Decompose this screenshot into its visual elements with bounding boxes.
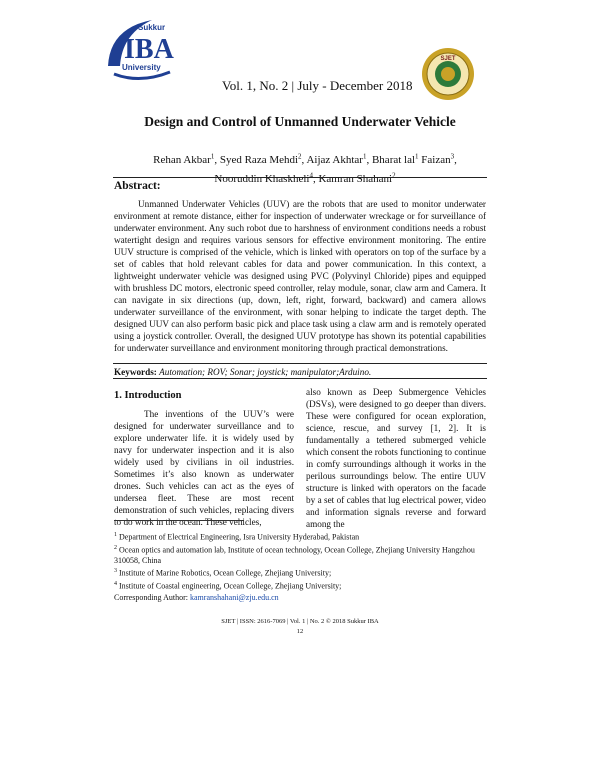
paper-title: Design and Control of Unmanned Underwater Vehicle (144, 114, 456, 129)
keywords-values: Automation; ROV; Sonar; joystick; manipulator;Arduino. (159, 367, 372, 377)
university-logo-graphic (100, 14, 190, 94)
footnotes (114, 530, 494, 603)
university-logo (100, 14, 190, 94)
footer-citation: SJET | ISSN: 2616-7069 | Vol. 1 | No. 2 © 2018 Sukkur IBA (221, 618, 379, 625)
page-footer (0, 617, 600, 637)
keywords (114, 366, 486, 378)
page-number: 12 (296, 628, 304, 635)
author: Aijaz Akhtar$^1$, (306, 152, 372, 166)
intro-paragraph-right: also known as Deep Submergence Vehicles (DSVs), were designed to go deeper than divers. These were configured for ocean exploration, science, rescue, and survey [1, 2]. It is fundamentally a tethered submerged vehicle which consent the robots functioning to continue in comfy surroundings although it works in the perilous surroundings below. The entire UUV structure is linked with operators on the facade by a set of cables that lug electrical power, video and information signals reverse and forward among the (306, 387, 486, 529)
corresponding-email-link[interactable]: kamranshahani@zju.edu.cn (190, 592, 279, 602)
intro-paragraph-left: The inventions of the UUV’s were designed for underwater surveillance and to explore underwater life. it is widely used by navy for underwater inspection and it is also widely used by civilians in oil industries. Sometimes it’s also known as underwater drones. Such vehicles can act as the eyes of undersea fleet. These are most recent demonstration of such vehicles, replacing divers to do work in the ocean. These vehicles, (114, 409, 294, 527)
intro-column-right (306, 386, 486, 530)
logo-text-iba: IBA (124, 34, 174, 65)
divider (113, 378, 487, 379)
footnote: $^3$ Institute of Marine Robotics, Ocean College, Zhejiang University; (114, 568, 332, 578)
abstract-text: Unmanned Underwater Vehicles (UUV) are the robots that are used to monitor underwater environment at remote distance, either for inspection of underwater wreckage or for surveillance of underwater environment. Any such robot due to harshness of environment conditions needs a robust watertight design and requires various sensors for effective environment monitoring. The entire UUV structure is comprised of the vehicle, which is linked with operators on top of the surface by a set of cables that hold relevant cables for data and power communication. In this context, a lightweight underwater vehicle was designed using PVC (Polyvinyl Chloride) pipes and equipped with brushless DC motors, electronic speed controller, relay module, sonar, claw arm and Camera. It can navigate in six directions (up, down, left, right, forward, backward) and camera allows underwater surveillance of the environment, with sonar helping to indicate the target depth. The designed UUV can also perform basic pick and place task using a claw arm and is remotely operated using a joystick controller. Overall, the designed UUV prototype has shown its potential capabilities for underwater surveillance and environment monitoring through practical demonstrations. (114, 199, 486, 353)
author: Faizan$^3$, (421, 152, 457, 166)
divider (113, 363, 487, 364)
author: Rehan Akbar$^1$, (153, 152, 220, 166)
author: Bharat lal$^1$ (371, 152, 419, 166)
footnote-divider (114, 520, 244, 521)
logo-text-university: University (122, 63, 161, 72)
logo-text-sukkur: Sukkur (138, 23, 166, 32)
keywords-label: Keywords: (114, 367, 157, 377)
author: Nooruddin Khaskheli$^4$, (214, 171, 319, 186)
author: Syed Raza Mehdi$^2$, (219, 152, 307, 166)
footnote: $^2$ Ocean optics and automation lab, Institute of ocean technology, Ocean College, Zhejiang University Hangzhou 310058, China (114, 544, 475, 566)
section-heading: 1. Introduction (114, 390, 182, 401)
journal-seal-graphic (420, 46, 476, 102)
footnote: $^4$ Institute of Coastal engineering, Ocean College, Zhejiang University; (114, 580, 342, 591)
seal-text: SJET (440, 56, 456, 62)
author: Kamran Shahani$^2$ (318, 171, 396, 186)
corresponding-author: Corresponding Author: kamranshahani@zju.edu.cn (114, 592, 279, 602)
divider (113, 177, 487, 178)
author-list (150, 148, 460, 187)
abstract-heading: Abstract: (114, 180, 161, 192)
journal-seal (420, 46, 476, 102)
intro-column-left (114, 386, 294, 528)
footnote: $^1$ Department of Electrical Engineering, Isra University Hyderabad, Pakistan (114, 532, 360, 542)
journal-info: Vol. 1, No. 2 | July - December 2018 (222, 78, 413, 93)
